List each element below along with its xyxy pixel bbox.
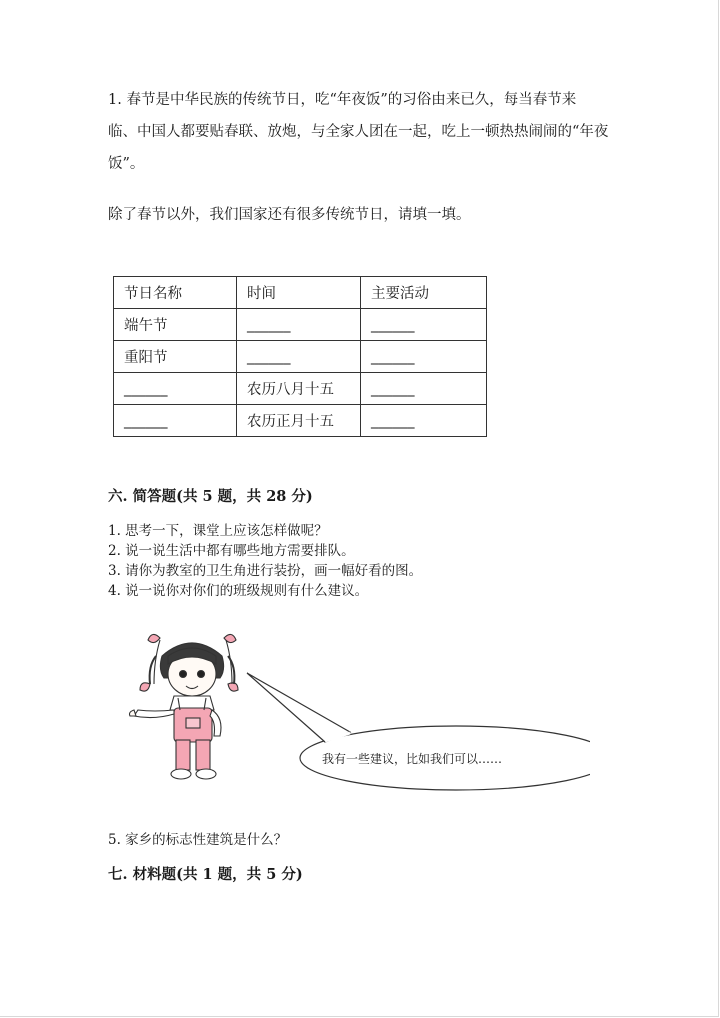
list-item: 1. 思考一下，课堂上应该怎样做呢？ <box>108 523 328 539</box>
blank-cell[interactable]: ______ <box>237 309 361 341</box>
question1-text-line1: 1. 春节是中华民族的传统节日，吃“年夜饭”的习俗由来已久，每当春节来 <box>108 92 577 108</box>
list-item: 2. 说一说生活中都有哪些地方需要排队。 <box>108 543 355 559</box>
table-cell: 农历正月十五 <box>237 405 361 437</box>
question1-text-line2: 临、中国人都要贴春联、放炮，与全家人团在一起，吃上一顿热热闹闹的“年夜 <box>108 124 609 140</box>
question1-text-line3: 饭”。 <box>108 156 145 172</box>
blank-cell[interactable]: ______ <box>114 373 237 405</box>
girl-figure <box>130 634 239 779</box>
table-cell: 端午节 <box>114 309 237 341</box>
table-cell: 农历八月十五 <box>237 373 361 405</box>
list-item: 3. 请你为教室的卫生角进行装扮，画一幅好看的图。 <box>108 563 423 579</box>
table-row <box>114 341 487 373</box>
blank-cell[interactable]: ______ <box>361 341 487 373</box>
blank-cell[interactable]: ______ <box>361 405 487 437</box>
blank-cell[interactable]: ______ <box>361 309 487 341</box>
header-time: 时间 <box>237 277 361 309</box>
speech-bubble <box>247 673 590 790</box>
question5-text: 5. 家乡的标志性建筑是什么？ <box>108 832 288 848</box>
short-answer-list <box>108 521 422 601</box>
section6-heading: 六. 简答题(共 5 题，共 28 分) <box>108 488 313 505</box>
header-festival-name: 节日名称 <box>114 277 237 309</box>
question1-prompt: 除了春节以外，我们国家还有很多传统节日，请填一填。 <box>108 207 471 223</box>
blank-cell[interactable]: ______ <box>114 405 237 437</box>
table-row <box>114 405 487 437</box>
festival-table <box>113 276 487 437</box>
header-activity: 主要活动 <box>361 277 487 309</box>
table-row <box>114 309 487 341</box>
list-item: 4. 说一说你对你们的班级规则有什么建议。 <box>108 583 369 599</box>
table-header-row <box>114 277 487 309</box>
blank-cell[interactable]: ______ <box>361 373 487 405</box>
table-cell: 重阳节 <box>114 341 237 373</box>
blank-cell[interactable]: ______ <box>237 341 361 373</box>
section7-heading: 七. 材料题(共 1 题，共 5 分) <box>108 866 303 883</box>
speech-bubble-text: 我有一些建议，比如我们可以…… <box>322 752 503 766</box>
table-row <box>114 373 487 405</box>
